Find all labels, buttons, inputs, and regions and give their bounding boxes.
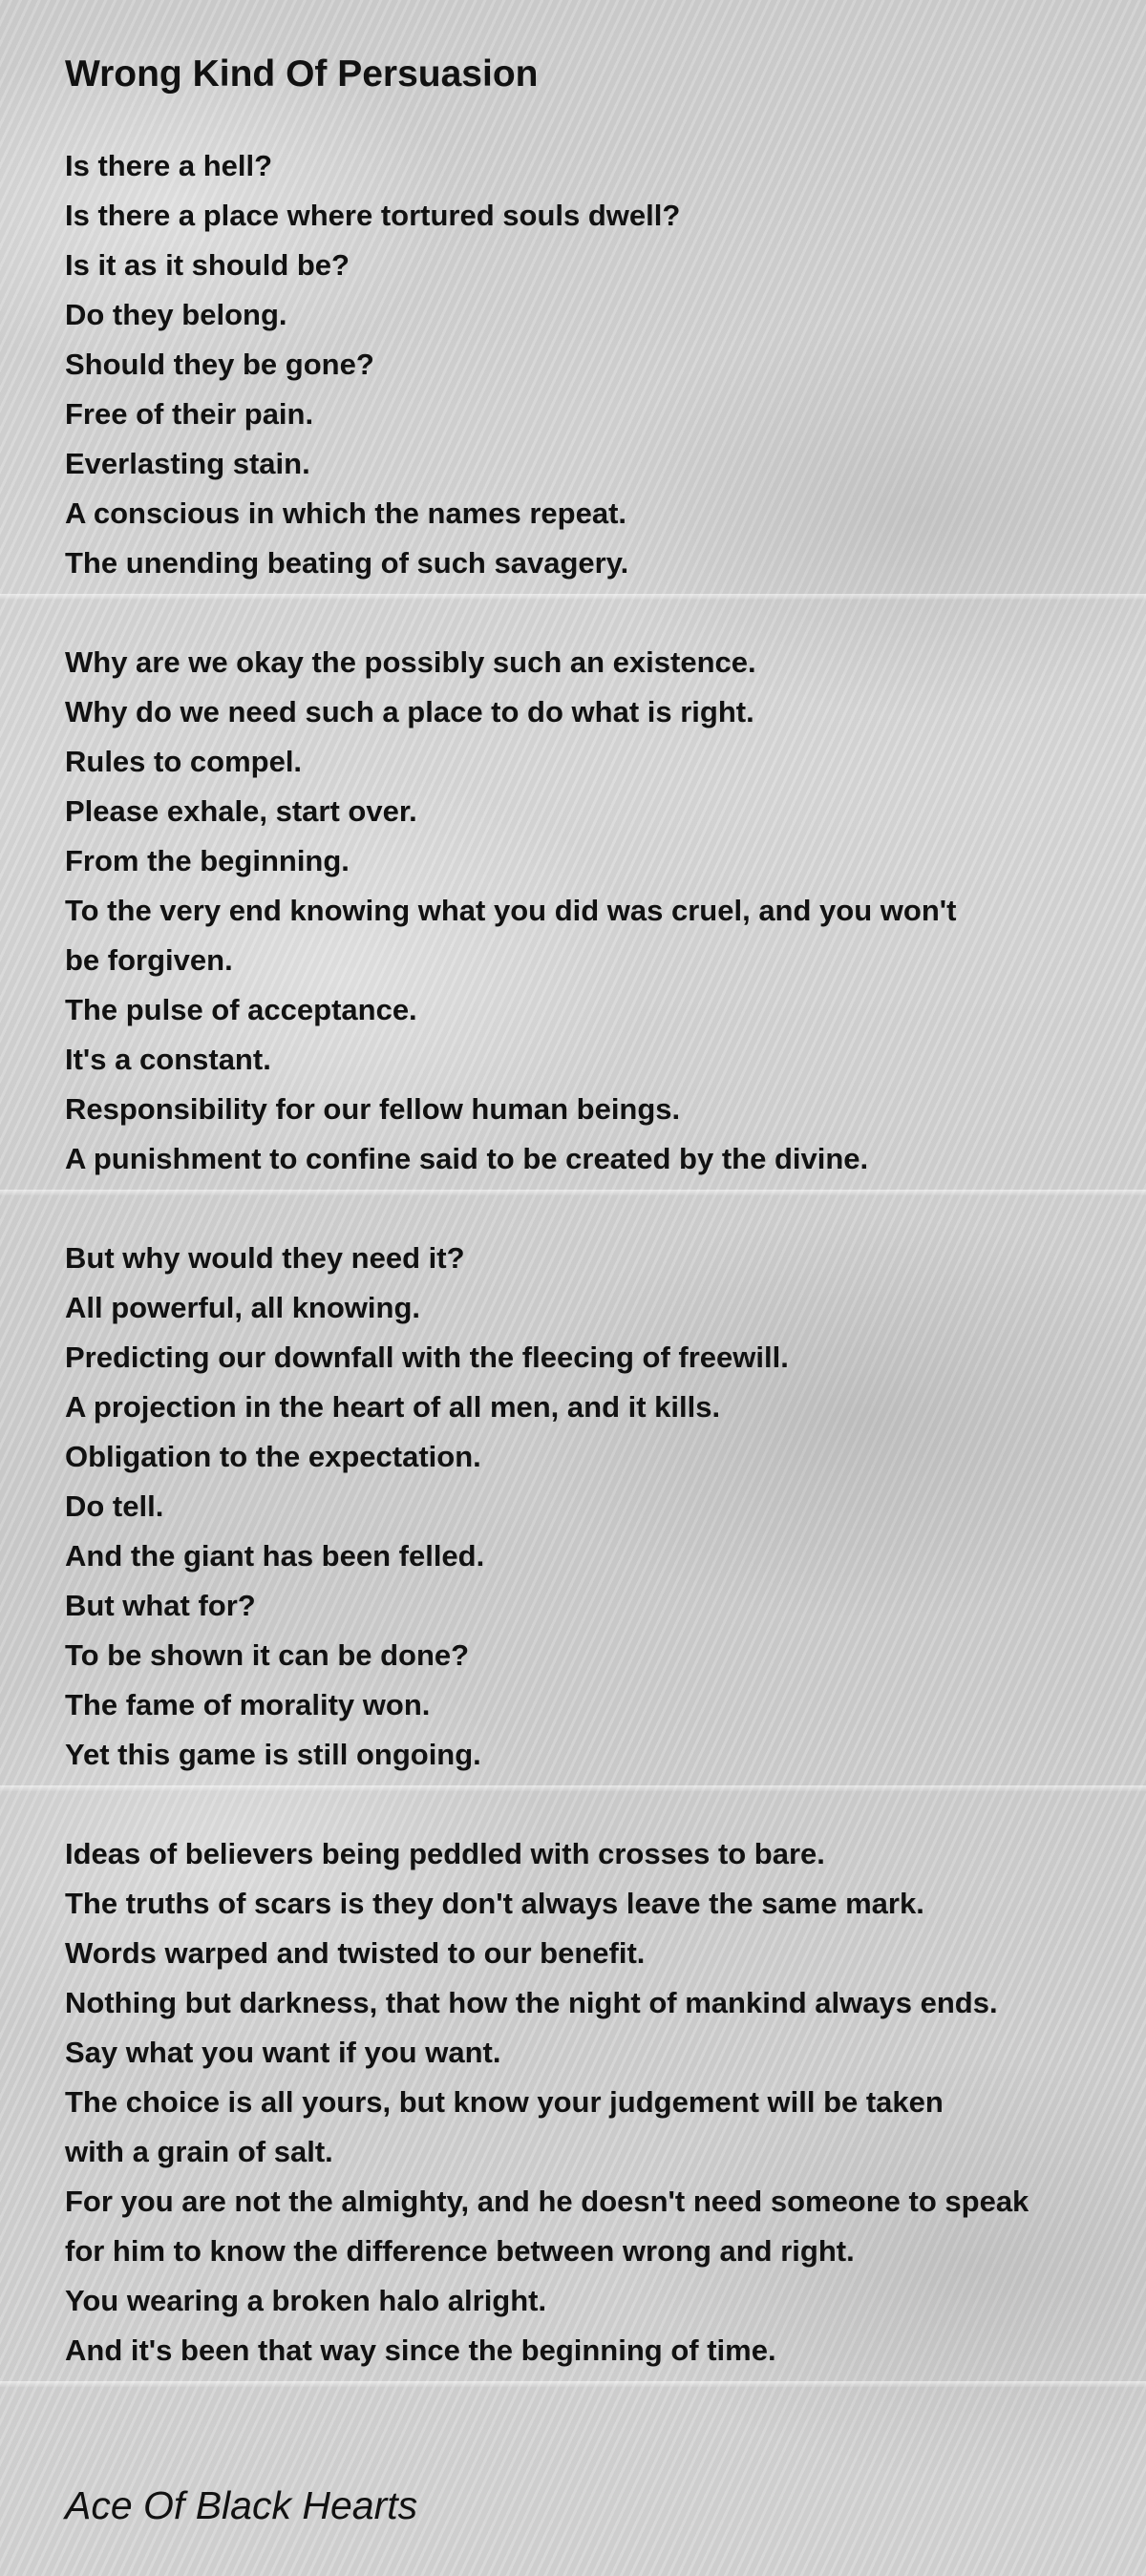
poem-line: A punishment to confine said to be created by the divine. bbox=[65, 1142, 869, 1175]
poem-line: It's a constant. bbox=[65, 1043, 271, 1076]
poem-line: Rules to compel. bbox=[65, 745, 303, 778]
poem-line: Obligation to the expectation. bbox=[65, 1440, 481, 1473]
poem-title: Wrong Kind Of Persuasion bbox=[65, 53, 539, 95]
poem-line: Why are we okay the possibly such an existence. bbox=[65, 645, 756, 679]
poem-line: The fame of morality won. bbox=[65, 1688, 431, 1721]
poem-line: Everlasting stain. bbox=[65, 447, 310, 480]
poem-line: You wearing a broken halo alright. bbox=[65, 2284, 547, 2317]
poem-line: From the beginning. bbox=[65, 844, 350, 877]
stanza-divider bbox=[0, 1785, 1146, 1791]
poem-line: Do they belong. bbox=[65, 298, 287, 331]
poem-line: be forgiven. bbox=[65, 943, 233, 977]
poem-line: A projection in the heart of all men, and it kills. bbox=[65, 1390, 721, 1424]
poem-line: Free of their pain. bbox=[65, 397, 314, 431]
poem-line: The pulse of acceptance. bbox=[65, 993, 417, 1026]
poem-line: Responsibility for our fellow human beings. bbox=[65, 1092, 681, 1126]
poem-line: Predicting our downfall with the fleecing of freewill. bbox=[65, 1341, 789, 1374]
poem-line: Why do we need such a place to do what is right. bbox=[65, 695, 754, 728]
poem-line: Words warped and twisted to our benefit. bbox=[65, 1936, 646, 1970]
poem-line: Please exhale, start over. bbox=[65, 794, 417, 828]
poem-author: Ace Of Black Hearts bbox=[65, 2483, 418, 2527]
poem-line: Is there a place where tortured souls dwell? bbox=[65, 199, 681, 232]
stanza-divider bbox=[0, 1190, 1146, 1195]
stanza-1 bbox=[65, 141, 1096, 588]
stanza-divider bbox=[0, 594, 1146, 600]
poem-line: But what for? bbox=[65, 1589, 256, 1622]
poem-line: Yet this game is still ongoing. bbox=[65, 1738, 481, 1771]
poem-line: The choice is all yours, but know your judgement will be taken bbox=[65, 2085, 944, 2119]
poem-line: All powerful, all knowing. bbox=[65, 1291, 421, 1324]
stanza-divider bbox=[0, 2381, 1146, 2387]
poem-line: with a grain of salt. bbox=[65, 2135, 333, 2168]
stanza-3 bbox=[65, 1234, 1096, 1780]
poem-line: Ideas of believers being peddled with crosses to bare. bbox=[65, 1837, 825, 1870]
poem-line: The truths of scars is they don't always leave the same mark. bbox=[65, 1887, 924, 1920]
poem-line: For you are not the almighty, and he doesn't need someone to speak bbox=[65, 2185, 1029, 2218]
poem-line: Nothing but darkness, that how the night of mankind always ends. bbox=[65, 1986, 998, 2019]
poem-line: for him to know the difference between wrong and right. bbox=[65, 2234, 855, 2268]
poem-line: And the giant has been felled. bbox=[65, 1539, 485, 1573]
poem-line: But why would they need it? bbox=[65, 1241, 465, 1275]
poem-line: A conscious in which the names repeat. bbox=[65, 496, 627, 530]
poem-line: The unending beating of such savagery. bbox=[65, 546, 629, 580]
poem-line: Is there a hell? bbox=[65, 149, 273, 182]
poem-line: Do tell. bbox=[65, 1489, 164, 1523]
poem-line: Is it as it should be? bbox=[65, 248, 350, 282]
poem-line: To the very end knowing what you did was cruel, and you won't bbox=[65, 894, 957, 927]
stanza-2 bbox=[65, 638, 1096, 1184]
poem-line: Say what you want if you want. bbox=[65, 2036, 501, 2069]
poem-line: Should they be gone? bbox=[65, 348, 374, 381]
stanza-4 bbox=[65, 1829, 1096, 2375]
poem-line: And it's been that way since the beginning of time. bbox=[65, 2333, 776, 2367]
poem-line: To be shown it can be done? bbox=[65, 1638, 470, 1672]
